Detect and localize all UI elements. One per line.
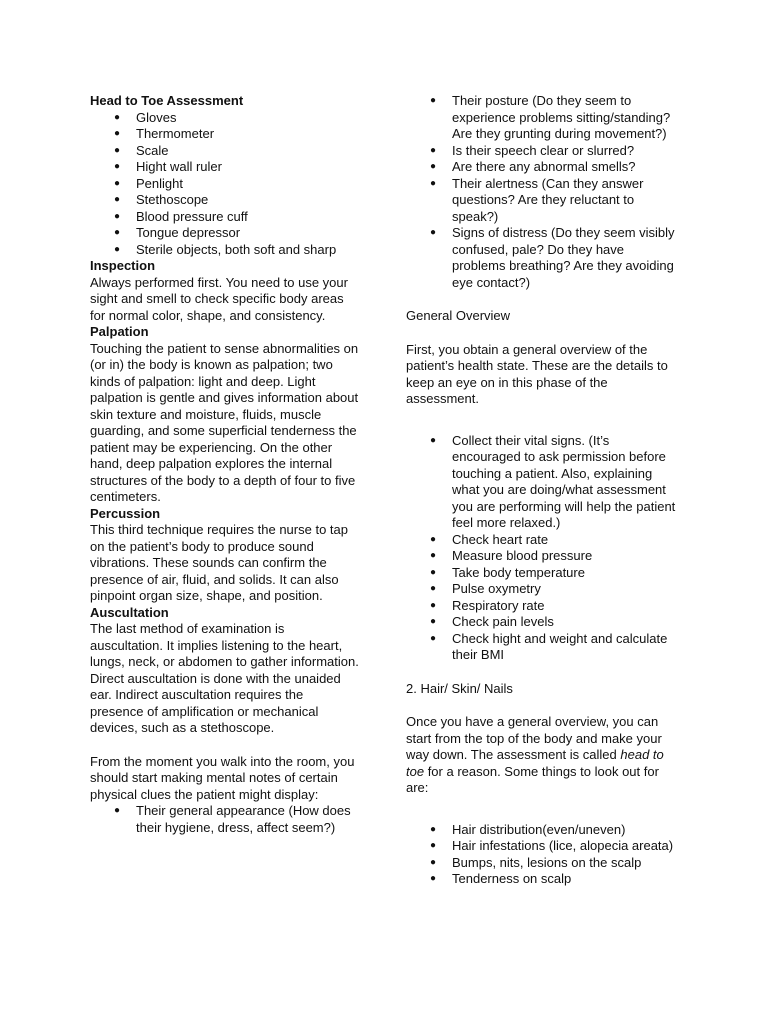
list-item: ● Hair infestations (lice, alopecia areata) xyxy=(452,838,678,855)
inspection-body: Always performed first. You need to use your sight and smell to check specific body areas for normal color, shape, and consistency. xyxy=(90,274,348,323)
hair-body-emphasis: head to toe xyxy=(406,747,664,779)
clues-continued-list xyxy=(406,93,678,291)
list-item: ● Tongue depressor xyxy=(136,225,360,242)
list-item: ● Pulse oxymetry xyxy=(452,581,678,598)
list-item: ● Are there any abnormal smells? xyxy=(452,159,678,176)
list-item: ● Bumps, nits, lesions on the scalp xyxy=(452,855,678,872)
list-item: ● Tenderness on scalp xyxy=(452,871,678,888)
inspection-heading: Inspection xyxy=(90,258,156,273)
list-item: ● Scale xyxy=(136,143,360,160)
list-item: ● Signs of distress (Do they seem visibly confused, pale? Do they have problems breathing? Are they avoiding eye contact?) xyxy=(452,225,678,291)
list-item: ● Sterile objects, both soft and sharp xyxy=(136,242,360,259)
clues-list xyxy=(90,803,360,836)
list-item: ● Is their speech clear or slurred? xyxy=(452,143,678,160)
hair-heading: 2. Hair/ Skin/ Nails xyxy=(406,680,513,696)
spacer xyxy=(90,737,360,754)
clues-intro: From the moment you walk into the room, you should start making mental notes of certain physical clues the patient might display: xyxy=(90,753,355,802)
list-item: ● Hair distribution(even/uneven) xyxy=(452,822,678,839)
list-item: ● Stethoscope xyxy=(136,192,360,209)
spacer xyxy=(406,797,678,814)
left-column xyxy=(90,93,360,836)
auscultation-heading: Auscultation xyxy=(90,604,169,620)
spacer xyxy=(406,697,678,714)
supplies-list xyxy=(90,110,360,259)
overview-heading: General Overview xyxy=(406,308,511,323)
hair-body-post: for a reason. Some things to look out for are: xyxy=(406,763,659,795)
list-item: ● Check heart rate xyxy=(452,532,678,549)
spacer xyxy=(406,664,678,681)
palpation-heading: Palpation xyxy=(90,324,149,339)
spacer xyxy=(406,408,678,425)
list-item: ● Collect their vital signs. (It’s encouraged to ask permission before touching a patient. Also, explaining what you are doing/what assessment you are performing will help the patient feel more relaxed.) xyxy=(452,433,678,532)
list-item: ● Their general appearance (How does their hygiene, dress, affect seem?) xyxy=(136,803,360,836)
palpation-body: Touching the patient to sense abnormalities on (or in) the body is known as palpation; two kinds of palpation: light and deep. Light palpation is gentle and gives information about skin texture and moisture, fluids, muscle guarding, and some superficial tenderness the patient may be experiencing. On the other hand, deep palpation explores the internal structures of the body to a depth of four to five centimeters. xyxy=(90,340,359,504)
list-item: ● Respiratory rate xyxy=(452,598,678,615)
overview-body: First, you obtain a general overview of the patient’s health state. These are the details to keep an eye on in this phase of the assessment. xyxy=(406,341,668,406)
list-item: ● Their posture (Do they seem to experience problems sitting/standing?Are they grunting during movement?) xyxy=(452,93,678,143)
spacer xyxy=(406,425,678,433)
spacer xyxy=(406,814,678,822)
list-item: ● Check pain levels xyxy=(452,614,678,631)
list-item: ● Gloves xyxy=(136,110,360,127)
spacer xyxy=(406,325,678,342)
right-column xyxy=(406,93,678,888)
list-item: ● Penlight xyxy=(136,176,360,193)
percussion-body: This third technique requires the nurse to tap on the patient’s body to produce sound vibrations. These sounds can confirm the presence of air, fluid, and solids. It can also pinpoint organ size, shape, and position. xyxy=(90,522,348,603)
list-item: ● Their alertness (Can they answer questions? Are they reluctant to speak?) xyxy=(452,176,678,226)
hair-body-pre: Once you have a general overview, you can start from the top of the body and make your way down. The assessment is called xyxy=(406,714,662,762)
list-item: ● Hight wall ruler xyxy=(136,159,360,176)
auscultation-body: The last method of examination is auscultation. It implies listening to the heart, lungs, neck, or abdomen to gather information. Direct auscultation is done with the unaided ear. Indirect auscultation requires the presence of amplification or mechanical devices, such as a stethoscope. xyxy=(90,621,359,735)
hair-list xyxy=(406,822,678,888)
document-title: Head to Toe Assessment xyxy=(90,93,244,108)
list-item: ● Thermometer xyxy=(136,126,360,143)
spacer xyxy=(406,291,678,308)
list-item: ● Blood pressure cuff xyxy=(136,209,360,226)
overview-list xyxy=(406,433,678,664)
hair-body xyxy=(406,714,678,797)
percussion-heading: Percussion xyxy=(90,505,161,521)
list-item: ● Take body temperature xyxy=(452,565,678,582)
list-item: ● Measure blood pressure xyxy=(452,548,678,565)
list-item: ● Check hight and weight and calculate their BMI xyxy=(452,631,678,664)
